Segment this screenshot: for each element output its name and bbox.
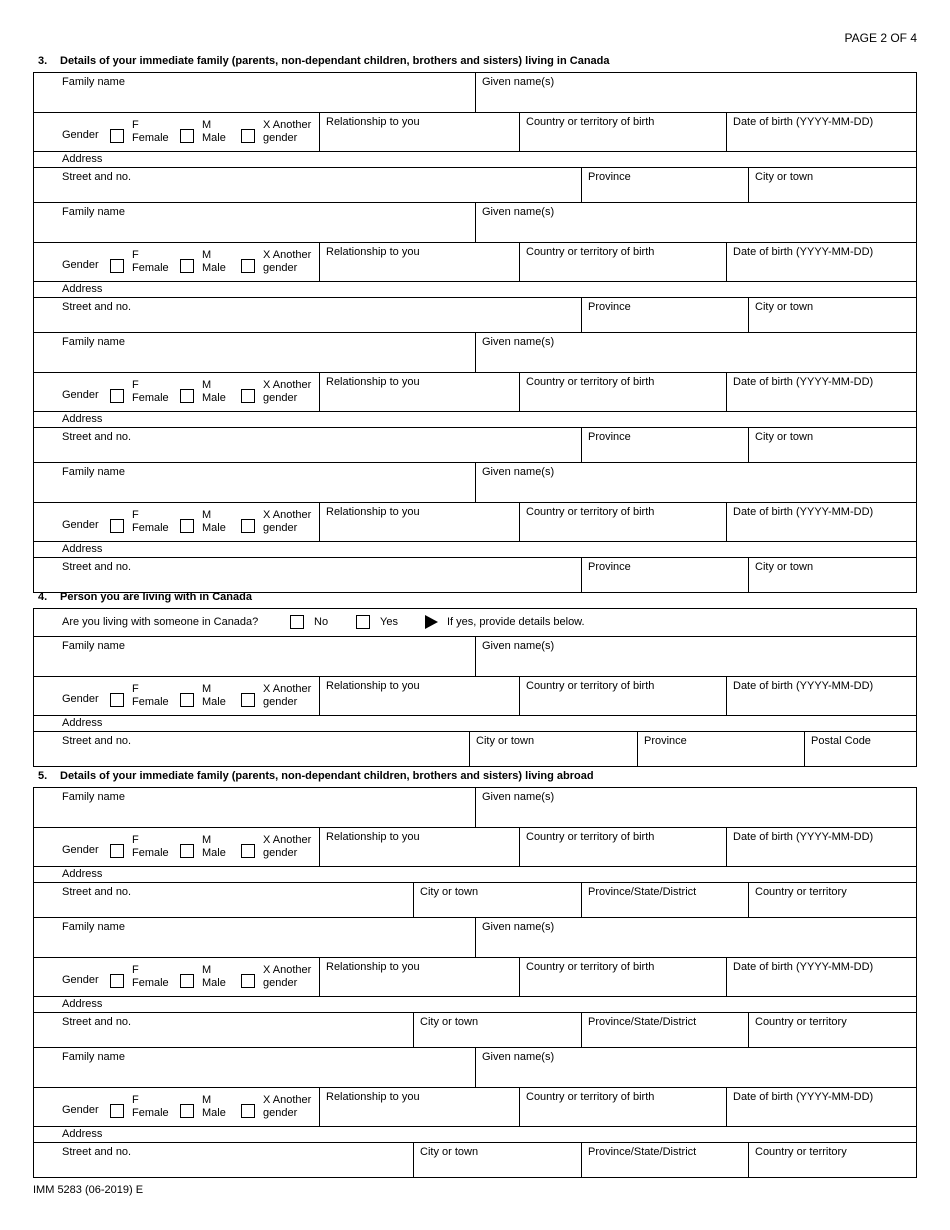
date-of-birth-label: Date of birth (YYYY-MM-DD) bbox=[733, 376, 874, 388]
date-of-birth-field[interactable] bbox=[726, 113, 916, 151]
given-names-field[interactable] bbox=[475, 333, 916, 372]
given-names-field[interactable] bbox=[475, 637, 916, 676]
gender-label: Gender bbox=[62, 259, 99, 271]
given-names-label: Given name(s) bbox=[482, 466, 555, 478]
gender-another-code: X Another bbox=[263, 964, 312, 976]
street-field[interactable] bbox=[34, 168, 582, 202]
province-field[interactable] bbox=[637, 732, 805, 766]
country-of-birth-label: Country or territory of birth bbox=[526, 506, 655, 518]
address-heading-row bbox=[34, 716, 916, 732]
family-name-field[interactable] bbox=[34, 918, 476, 957]
date-of-birth-label: Date of birth (YYYY-MM-DD) bbox=[733, 831, 874, 843]
city-field[interactable] bbox=[748, 168, 916, 202]
city-label: City or town bbox=[420, 1016, 479, 1028]
street-field[interactable] bbox=[34, 558, 582, 592]
street-field[interactable] bbox=[34, 883, 414, 917]
family-name-field[interactable] bbox=[34, 333, 476, 372]
country-of-birth-field[interactable] bbox=[519, 828, 727, 866]
living-with-no-label: No bbox=[314, 616, 329, 628]
relationship-field[interactable] bbox=[319, 243, 520, 281]
section-5-title: Details of your immediate family (parents, non-dependant children, brothers and sisters) living abroad bbox=[60, 770, 594, 782]
city-label: City or town bbox=[755, 561, 814, 573]
gender-female-checkbox[interactable] bbox=[110, 519, 124, 533]
given-names-field[interactable] bbox=[475, 203, 916, 242]
address-row bbox=[34, 732, 916, 766]
gender-male-checkbox[interactable] bbox=[180, 693, 194, 707]
date-of-birth-label: Date of birth (YYYY-MM-DD) bbox=[733, 1091, 874, 1103]
street-label: Street and no. bbox=[62, 735, 132, 747]
living-with-yes-label: Yes bbox=[380, 616, 398, 628]
street-field[interactable] bbox=[34, 732, 470, 766]
page-number: PAGE 2 OF 4 bbox=[844, 31, 917, 45]
date-of-birth-field[interactable] bbox=[726, 828, 916, 866]
person-living-with-entry bbox=[34, 637, 916, 766]
country-field[interactable] bbox=[748, 883, 916, 917]
gender-row bbox=[34, 828, 916, 867]
gender-another-code: X Another bbox=[263, 683, 312, 695]
gender-male-label: Male bbox=[202, 847, 226, 859]
gender-female-label: Female bbox=[132, 392, 169, 404]
province-field[interactable] bbox=[581, 168, 749, 202]
gender-another-checkbox[interactable] bbox=[241, 259, 255, 273]
gender-male-code: M bbox=[202, 509, 212, 521]
gender-row bbox=[34, 373, 916, 412]
gender-another-code: X Another bbox=[263, 379, 312, 391]
section-3-title: Details of your immediate family (parents, non-dependant children, brothers and sisters) living in Canada bbox=[60, 55, 610, 67]
given-names-label: Given name(s) bbox=[482, 206, 555, 218]
city-label: City or town bbox=[755, 301, 814, 313]
address-row bbox=[34, 1143, 916, 1177]
gender-another-checkbox[interactable] bbox=[241, 519, 255, 533]
given-names-field[interactable] bbox=[475, 463, 916, 502]
family-member-entry bbox=[34, 333, 916, 463]
country-of-birth-label: Country or territory of birth bbox=[526, 376, 655, 388]
relationship-label: Relationship to you bbox=[326, 116, 420, 128]
gender-another-checkbox[interactable] bbox=[241, 974, 255, 988]
street-field[interactable] bbox=[34, 428, 582, 462]
country-of-birth-field[interactable] bbox=[519, 503, 727, 541]
date-of-birth-field[interactable] bbox=[726, 958, 916, 996]
province-state-label: Province/State/District bbox=[588, 1016, 697, 1028]
city-field[interactable] bbox=[748, 428, 916, 462]
address-heading-row bbox=[34, 152, 916, 168]
family-name-label: Family name bbox=[62, 791, 125, 803]
street-field[interactable] bbox=[34, 1013, 414, 1047]
gender-another-code: X Another bbox=[263, 834, 312, 846]
living-with-row bbox=[34, 609, 916, 637]
gender-male-checkbox[interactable] bbox=[180, 519, 194, 533]
province-label: Province bbox=[588, 561, 631, 573]
relationship-field[interactable] bbox=[319, 958, 520, 996]
address-heading-row bbox=[34, 282, 916, 298]
gender-row bbox=[34, 243, 916, 282]
street-label: Street and no. bbox=[62, 171, 132, 183]
gender-male-label: Male bbox=[202, 132, 226, 144]
address-label: Address bbox=[62, 283, 103, 295]
given-names-label: Given name(s) bbox=[482, 640, 555, 652]
family-name-field[interactable] bbox=[34, 73, 476, 112]
gender-female-label: Female bbox=[132, 977, 169, 989]
arrow-right-icon bbox=[425, 615, 438, 629]
country-of-birth-label: Country or territory of birth bbox=[526, 1091, 655, 1103]
name-row bbox=[34, 637, 916, 677]
family-name-field[interactable] bbox=[34, 463, 476, 502]
given-names-field[interactable] bbox=[475, 788, 916, 827]
family-name-label: Family name bbox=[62, 921, 125, 933]
gender-label: Gender bbox=[62, 693, 99, 705]
country-of-birth-field[interactable] bbox=[519, 1088, 727, 1126]
gender-female-code: F bbox=[132, 683, 139, 695]
date-of-birth-label: Date of birth (YYYY-MM-DD) bbox=[733, 961, 874, 973]
relationship-label: Relationship to you bbox=[326, 831, 420, 843]
living-with-question: Are you living with someone in Canada? bbox=[62, 616, 259, 628]
country-label: Country or territory bbox=[755, 1146, 847, 1158]
gender-female-label: Female bbox=[132, 262, 169, 274]
country-of-birth-label: Country or territory of birth bbox=[526, 961, 655, 973]
name-row bbox=[34, 333, 916, 373]
country-of-birth-field[interactable] bbox=[519, 958, 727, 996]
family-name-label: Family name bbox=[62, 466, 125, 478]
address-row bbox=[34, 1013, 916, 1047]
street-label: Street and no. bbox=[62, 1146, 132, 1158]
name-row bbox=[34, 203, 916, 243]
country-field[interactable] bbox=[748, 1013, 916, 1047]
gender-female-label: Female bbox=[132, 1107, 169, 1119]
country-label: Country or territory bbox=[755, 886, 847, 898]
gender-male-checkbox[interactable] bbox=[180, 1104, 194, 1118]
gender-female-checkbox[interactable] bbox=[110, 389, 124, 403]
family-member-entry bbox=[34, 918, 916, 1048]
given-names-label: Given name(s) bbox=[482, 791, 555, 803]
address-label: Address bbox=[62, 153, 103, 165]
gender-female-code: F bbox=[132, 119, 139, 131]
gender-row bbox=[34, 958, 916, 997]
gender-field bbox=[34, 373, 320, 411]
relationship-label: Relationship to you bbox=[326, 1091, 420, 1103]
city-field[interactable] bbox=[748, 558, 916, 592]
date-of-birth-label: Date of birth (YYYY-MM-DD) bbox=[733, 246, 874, 258]
gender-field bbox=[34, 828, 320, 866]
gender-male-checkbox[interactable] bbox=[180, 844, 194, 858]
street-label: Street and no. bbox=[62, 301, 132, 313]
city-label: City or town bbox=[420, 1146, 479, 1158]
province-state-field[interactable] bbox=[581, 883, 749, 917]
address-row bbox=[34, 168, 916, 202]
section-4-heading bbox=[38, 591, 252, 603]
gender-another-label: gender bbox=[263, 696, 298, 708]
relationship-field[interactable] bbox=[319, 503, 520, 541]
gender-male-label: Male bbox=[202, 696, 226, 708]
gender-another-checkbox[interactable] bbox=[241, 129, 255, 143]
section-5-table bbox=[33, 787, 917, 1178]
relationship-field[interactable] bbox=[319, 373, 520, 411]
province-label: Province bbox=[588, 431, 631, 443]
gender-label: Gender bbox=[62, 974, 99, 986]
city-label: City or town bbox=[755, 171, 814, 183]
relationship-field[interactable] bbox=[319, 677, 520, 715]
street-field[interactable] bbox=[34, 298, 582, 332]
gender-male-label: Male bbox=[202, 262, 226, 274]
gender-row bbox=[34, 1088, 916, 1127]
address-label: Address bbox=[62, 1128, 103, 1140]
country-of-birth-label: Country or territory of birth bbox=[526, 116, 655, 128]
gender-male-checkbox[interactable] bbox=[180, 259, 194, 273]
gender-field bbox=[34, 1088, 320, 1126]
address-heading-row bbox=[34, 542, 916, 558]
province-label: Province bbox=[644, 735, 687, 747]
address-row bbox=[34, 428, 916, 462]
gender-field bbox=[34, 503, 320, 541]
gender-label: Gender bbox=[62, 844, 99, 856]
address-label: Address bbox=[62, 543, 103, 555]
given-names-label: Given name(s) bbox=[482, 921, 555, 933]
gender-female-checkbox[interactable] bbox=[110, 1104, 124, 1118]
family-name-field[interactable] bbox=[34, 1048, 476, 1087]
province-state-label: Province/State/District bbox=[588, 886, 697, 898]
city-field[interactable] bbox=[413, 1143, 582, 1177]
given-names-label: Given name(s) bbox=[482, 76, 555, 88]
gender-male-checkbox[interactable] bbox=[180, 974, 194, 988]
gender-another-checkbox[interactable] bbox=[241, 389, 255, 403]
gender-male-code: M bbox=[202, 119, 212, 131]
address-label: Address bbox=[62, 717, 103, 729]
gender-female-checkbox[interactable] bbox=[110, 693, 124, 707]
relationship-label: Relationship to you bbox=[326, 680, 420, 692]
relationship-label: Relationship to you bbox=[326, 246, 420, 258]
family-member-entry bbox=[34, 463, 916, 592]
gender-another-code: X Another bbox=[263, 119, 312, 131]
date-of-birth-field[interactable] bbox=[726, 243, 916, 281]
gender-female-label: Female bbox=[132, 847, 169, 859]
country-of-birth-label: Country or territory of birth bbox=[526, 680, 655, 692]
gender-another-checkbox[interactable] bbox=[241, 693, 255, 707]
country-label: Country or territory bbox=[755, 1016, 847, 1028]
street-label: Street and no. bbox=[62, 886, 132, 898]
gender-field bbox=[34, 113, 320, 151]
given-names-label: Given name(s) bbox=[482, 1051, 555, 1063]
gender-female-label: Female bbox=[132, 132, 169, 144]
gender-label: Gender bbox=[62, 519, 99, 531]
name-row bbox=[34, 73, 916, 113]
city-field[interactable] bbox=[413, 1013, 582, 1047]
given-names-label: Given name(s) bbox=[482, 336, 555, 348]
date-of-birth-label: Date of birth (YYYY-MM-DD) bbox=[733, 680, 874, 692]
address-heading-row bbox=[34, 1127, 916, 1143]
gender-female-checkbox[interactable] bbox=[110, 974, 124, 988]
gender-another-checkbox[interactable] bbox=[241, 844, 255, 858]
gender-male-label: Male bbox=[202, 1107, 226, 1119]
gender-field bbox=[34, 677, 320, 715]
gender-male-checkbox[interactable] bbox=[180, 129, 194, 143]
city-label: City or town bbox=[420, 886, 479, 898]
province-label: Province bbox=[588, 301, 631, 313]
address-row bbox=[34, 558, 916, 592]
name-row bbox=[34, 918, 916, 958]
living-with-no-checkbox[interactable] bbox=[290, 615, 304, 629]
gender-male-label: Male bbox=[202, 977, 226, 989]
name-row bbox=[34, 788, 916, 828]
city-label: City or town bbox=[476, 735, 535, 747]
gender-female-code: F bbox=[132, 379, 139, 391]
city-field[interactable] bbox=[748, 298, 916, 332]
gender-another-label: gender bbox=[263, 132, 298, 144]
city-field[interactable] bbox=[469, 732, 638, 766]
gender-female-code: F bbox=[132, 249, 139, 261]
family-name-field[interactable] bbox=[34, 788, 476, 827]
section-3-table bbox=[33, 72, 917, 593]
country-of-birth-field[interactable] bbox=[519, 243, 727, 281]
address-label: Address bbox=[62, 998, 103, 1010]
country-of-birth-label: Country or territory of birth bbox=[526, 246, 655, 258]
family-member-entry bbox=[34, 73, 916, 203]
province-field[interactable] bbox=[581, 298, 749, 332]
gender-female-checkbox[interactable] bbox=[110, 129, 124, 143]
address-heading-row bbox=[34, 867, 916, 883]
date-of-birth-label: Date of birth (YYYY-MM-DD) bbox=[733, 506, 874, 518]
gender-male-code: M bbox=[202, 964, 212, 976]
address-row bbox=[34, 883, 916, 917]
gender-another-checkbox[interactable] bbox=[241, 1104, 255, 1118]
family-member-entry bbox=[34, 1048, 916, 1177]
gender-another-label: gender bbox=[263, 1107, 298, 1119]
family-name-field[interactable] bbox=[34, 203, 476, 242]
section-4-title: Person you are living with in Canada bbox=[60, 591, 252, 603]
family-member-entry bbox=[34, 788, 916, 918]
gender-row bbox=[34, 503, 916, 542]
living-with-note: If yes, provide details below. bbox=[447, 616, 585, 628]
family-name-label: Family name bbox=[62, 206, 125, 218]
gender-label: Gender bbox=[62, 1104, 99, 1116]
section-5-heading bbox=[38, 770, 594, 782]
gender-male-label: Male bbox=[202, 392, 226, 404]
family-name-label: Family name bbox=[62, 336, 125, 348]
date-of-birth-field[interactable] bbox=[726, 1088, 916, 1126]
address-heading-row bbox=[34, 412, 916, 428]
country-of-birth-label: Country or territory of birth bbox=[526, 831, 655, 843]
family-name-label: Family name bbox=[62, 1051, 125, 1063]
given-names-field[interactable] bbox=[475, 1048, 916, 1087]
city-label: City or town bbox=[755, 431, 814, 443]
living-with-yes-checkbox[interactable] bbox=[356, 615, 370, 629]
date-of-birth-field[interactable] bbox=[726, 373, 916, 411]
address-row bbox=[34, 298, 916, 332]
country-of-birth-field[interactable] bbox=[519, 677, 727, 715]
name-row bbox=[34, 463, 916, 503]
gender-row bbox=[34, 677, 916, 716]
gender-female-label: Female bbox=[132, 522, 169, 534]
section-4-number: 4. bbox=[38, 591, 48, 603]
address-label: Address bbox=[62, 868, 103, 880]
relationship-label: Relationship to you bbox=[326, 961, 420, 973]
gender-female-code: F bbox=[132, 834, 139, 846]
gender-male-code: M bbox=[202, 379, 212, 391]
family-name-field[interactable] bbox=[34, 637, 476, 676]
family-name-label: Family name bbox=[62, 76, 125, 88]
relationship-field[interactable] bbox=[319, 828, 520, 866]
gender-female-code: F bbox=[132, 1094, 139, 1106]
gender-female-code: F bbox=[132, 964, 139, 976]
gender-another-code: X Another bbox=[263, 1094, 312, 1106]
gender-another-label: gender bbox=[263, 392, 298, 404]
gender-another-label: gender bbox=[263, 847, 298, 859]
gender-male-label: Male bbox=[202, 522, 226, 534]
relationship-label: Relationship to you bbox=[326, 506, 420, 518]
gender-female-checkbox[interactable] bbox=[110, 259, 124, 273]
relationship-field[interactable] bbox=[319, 1088, 520, 1126]
gender-female-label: Female bbox=[132, 696, 169, 708]
gender-another-label: gender bbox=[263, 262, 298, 274]
section-3-number: 3. bbox=[38, 55, 48, 67]
date-of-birth-field[interactable] bbox=[726, 677, 916, 715]
gender-male-code: M bbox=[202, 249, 212, 261]
gender-another-code: X Another bbox=[263, 509, 312, 521]
province-field[interactable] bbox=[581, 558, 749, 592]
gender-female-checkbox[interactable] bbox=[110, 844, 124, 858]
section-4-table bbox=[33, 608, 917, 767]
postal-code-field[interactable] bbox=[804, 732, 916, 766]
gender-male-code: M bbox=[202, 683, 212, 695]
province-state-field[interactable] bbox=[581, 1143, 749, 1177]
gender-label: Gender bbox=[62, 129, 99, 141]
street-label: Street and no. bbox=[62, 561, 132, 573]
gender-field bbox=[34, 243, 320, 281]
city-field[interactable] bbox=[413, 883, 582, 917]
province-state-field[interactable] bbox=[581, 1013, 749, 1047]
country-field[interactable] bbox=[748, 1143, 916, 1177]
gender-female-code: F bbox=[132, 509, 139, 521]
date-of-birth-field[interactable] bbox=[726, 503, 916, 541]
name-row bbox=[34, 1048, 916, 1088]
street-label: Street and no. bbox=[62, 431, 132, 443]
section-3-heading bbox=[38, 55, 610, 67]
relationship-label: Relationship to you bbox=[326, 376, 420, 388]
gender-another-code: X Another bbox=[263, 249, 312, 261]
section-5-number: 5. bbox=[38, 770, 48, 782]
gender-row bbox=[34, 113, 916, 152]
province-label: Province bbox=[588, 171, 631, 183]
province-state-label: Province/State/District bbox=[588, 1146, 697, 1158]
address-label: Address bbox=[62, 413, 103, 425]
family-name-label: Family name bbox=[62, 640, 125, 652]
gender-another-label: gender bbox=[263, 522, 298, 534]
gender-label: Gender bbox=[62, 389, 99, 401]
country-of-birth-field[interactable] bbox=[519, 113, 727, 151]
street-field[interactable] bbox=[34, 1143, 414, 1177]
given-names-field[interactable] bbox=[475, 918, 916, 957]
street-label: Street and no. bbox=[62, 1016, 132, 1028]
province-field[interactable] bbox=[581, 428, 749, 462]
gender-male-code: M bbox=[202, 834, 212, 846]
gender-male-checkbox[interactable] bbox=[180, 389, 194, 403]
relationship-field[interactable] bbox=[319, 113, 520, 151]
given-names-field[interactable] bbox=[475, 73, 916, 112]
form-code: IMM 5283 (06-2019) E bbox=[33, 1184, 144, 1196]
gender-male-code: M bbox=[202, 1094, 212, 1106]
postal-code-label: Postal Code bbox=[811, 735, 871, 747]
gender-another-label: gender bbox=[263, 977, 298, 989]
family-member-entry bbox=[34, 203, 916, 333]
address-heading-row bbox=[34, 997, 916, 1013]
date-of-birth-label: Date of birth (YYYY-MM-DD) bbox=[733, 116, 874, 128]
gender-field bbox=[34, 958, 320, 996]
country-of-birth-field[interactable] bbox=[519, 373, 727, 411]
